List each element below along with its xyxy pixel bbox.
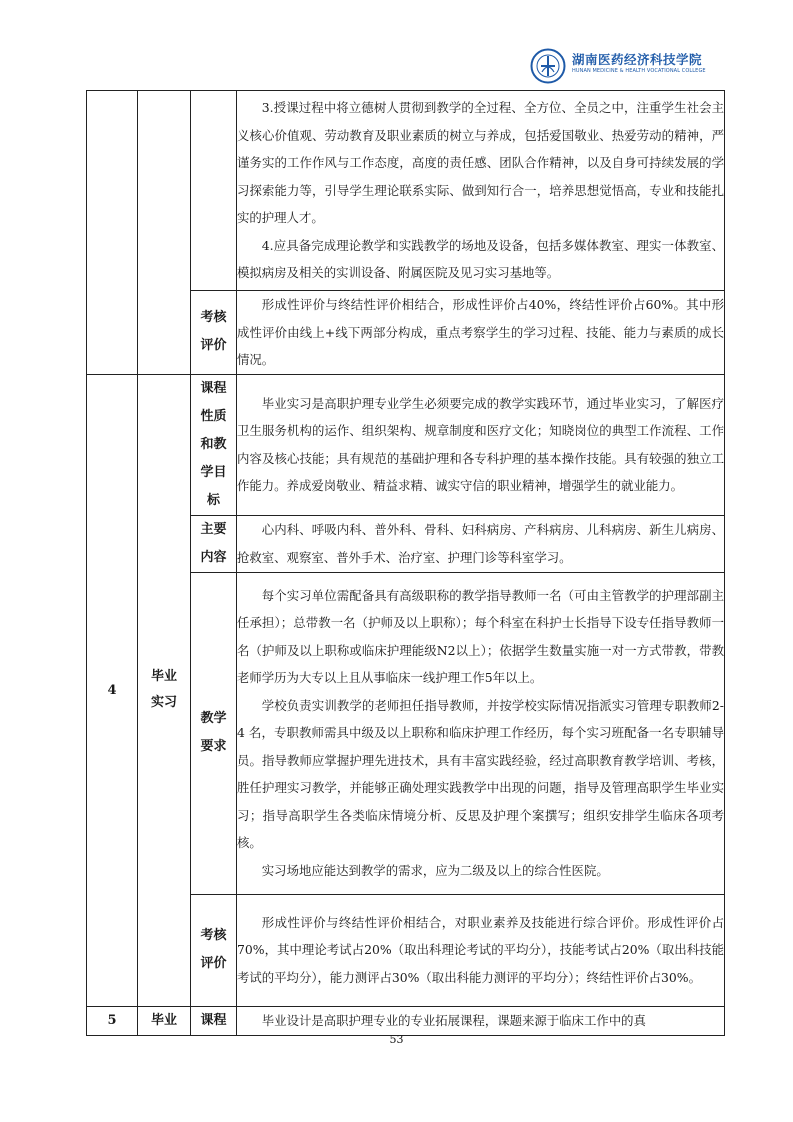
requirements-text: 每个实习单位需配备具有高级职称的教学指导教师一名（可由主管教学的护理部副主任承担）；总带教一名（护师及以上职称）；每个科室在科护士长指导下设专任指导教师一名（护师及以上职称或临床护理能级N2以上）；依据学生数量实施一对一方式带教，带教老师学历为大专以上且从事临床一线护理工作5年以上。 学校负责实训教学的老师担任指导教师，并按学校实际情况指派实习管理专职教师2-4 名，专职教师需具中级及以上职称和临床护理工作经历，每个实习班配备一名专职辅导员。指导教师应掌握护理先进技术，具有丰富实践经验，经过高职教育教学培训、考核，胜任护理实习教学，并能够正确处理实践教学中出现的问题，指导及管理高职学生毕业实习；指导高职学生各类临床情境分析、反思及护理个案撰写；组织安排学生临床各项考核。 实习场地应能达到教学的需求，应为二级及以上的综合性医院。 [237, 572, 725, 894]
nature-label: 课程 [191, 1006, 237, 1035]
course-name: 毕业 [138, 1006, 191, 1035]
eval-text: 形成性评价与终结性评价相结合，形成性评价占40%，终结性评价占60%。其中形成性评价由线上+线下两部分构成，重点考察学生的学习过程、技能、能力与素质的成长情况。 [237, 291, 725, 375]
eval-label: 考核 评价 [191, 291, 237, 375]
nature-text: 毕业实习是高职护理专业学生必须要完成的教学实践环节，通过毕业实习，了解医疗卫生服务机构的运作、组织架构、规章制度和医疗文化；知晓岗位的典型工作流程、工作内容及核心技能；具有规范的基础护理和各专科护理的基本操作技能。具有较强的独立工作能力。养成爱岗敬业、精益求精、诚实守信的职业精神，增强学生的就业能力。 [237, 374, 725, 515]
table-row [87, 1006, 725, 1035]
table-row [87, 91, 725, 291]
college-name-en: HUNAN MEDICINE & HEALTH VOCATIONAL COLLEGE [572, 68, 706, 74]
row-number: 4 [87, 374, 138, 1006]
content-text: 心内科、呼吸内科、普外科、骨科、妇科病房、产科病房、儿科病房、新生儿病房、抢救室、观察室、普外手术、治疗室、护理门诊等科室学习。 [237, 515, 725, 572]
college-emblem-icon [530, 48, 566, 84]
row-number: 5 [87, 1006, 138, 1035]
course-table [86, 90, 725, 1036]
eval-text: 形成性评价与终结性评价相结合，对职业素养及技能进行综合评价。形成性评价占70%，其中理论考试占20%（取出科理论考试的平均分），技能考试占20%（取出科技能考试的平均分），能力测评占30%（取出科能力测评的平均分）；终结性评价占30%。 [237, 894, 725, 1006]
teaching-requirements-cont: 3.授课过程中将立德树人贯彻到教学的全过程、全方位、全员之中，注重学生社会主义核心价值观、劳动教育及职业素质的树立与养成，包括爱国敬业、热爱劳动的精神，严谨务实的工作作风与工作态度，高度的责任感、团队合作精神，以及自身可持续发展的学习探索能力等，引导学生理论联系实际、做到知行合一，培养思想觉悟高，专业和技能扎实的护理人才。 4.应具备完成理论教学和实践教学的场地及设备，包括多媒体教室、理实一体教室、模拟病房及相关的实训设备、附属医院及见习实习基地等。 [237, 91, 725, 291]
nature-label: 课程 性质 和教 学目 标 [191, 374, 237, 515]
college-logo [530, 48, 730, 84]
content-label: 主要 内容 [191, 515, 237, 572]
course-name: 毕业 实习 [138, 374, 191, 1006]
eval-label: 考核 评价 [191, 894, 237, 1006]
table-row [87, 374, 725, 515]
page-number: 53 [389, 1033, 404, 1046]
nature-text: 毕业设计是高职护理专业的专业拓展课程，课题来源于临床工作中的真 [237, 1006, 725, 1035]
requirements-label: 教学 要求 [191, 572, 237, 894]
college-name-cn: 湖南医药经济科技学院 [572, 52, 703, 67]
